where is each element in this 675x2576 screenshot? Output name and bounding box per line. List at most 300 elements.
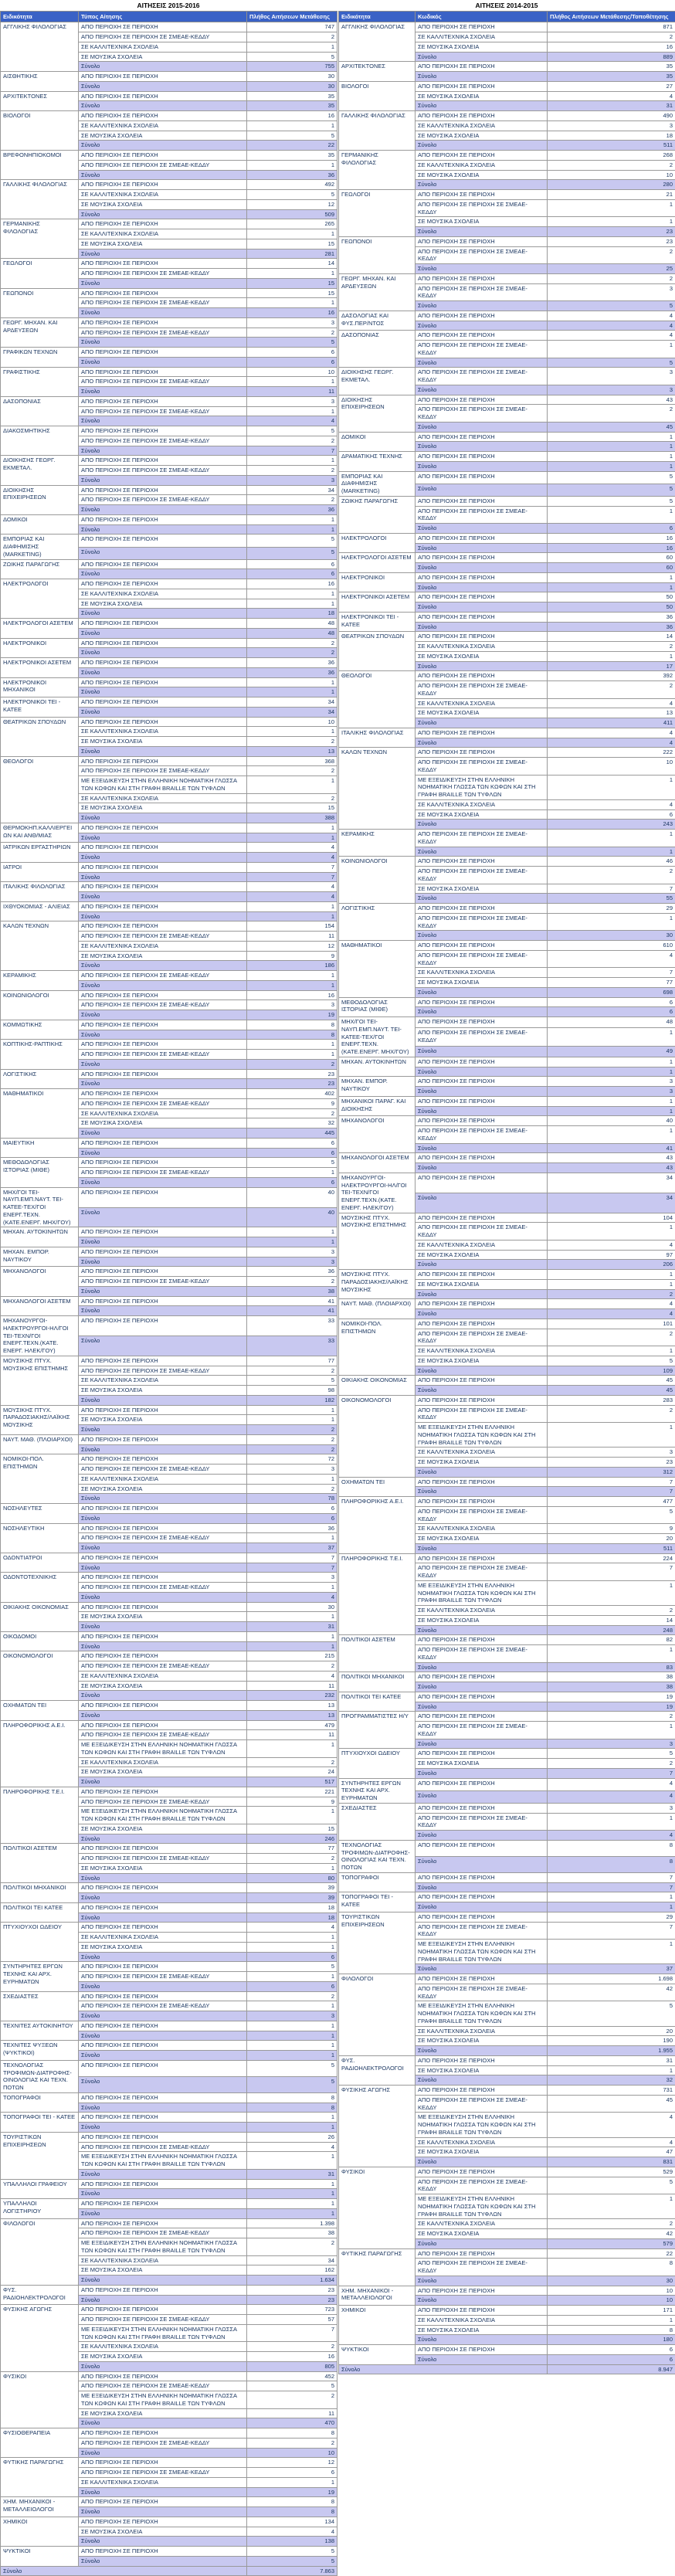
count-cell: 21 bbox=[548, 190, 675, 200]
table-row bbox=[339, 830, 675, 847]
group-total-label: Σύνολο bbox=[79, 2295, 247, 2305]
table-row bbox=[339, 857, 675, 867]
count-cell: 747 bbox=[247, 22, 338, 32]
count-cell: 1 bbox=[247, 776, 338, 794]
group-total-value: 35 bbox=[247, 101, 338, 111]
group-total-value: 40 bbox=[247, 1207, 338, 1227]
count-cell: 2 bbox=[548, 273, 675, 283]
application-type-cell: ΣΕ ΚΑΛΛΙΤΕΧΝΙΚΑ ΣΧΟΛΕΙΑ bbox=[416, 2137, 548, 2147]
count-cell: 20 bbox=[548, 1534, 675, 1544]
count-cell: 10 bbox=[548, 2286, 675, 2296]
application-type-cell: ΑΠΟ ΠΕΡΙΟΧΗ ΣΕ ΠΕΡΙΟΧΗ bbox=[79, 426, 247, 436]
application-type-cell: ΑΠΟ ΠΕΡΙΟΧΗ ΣΕ ΠΕΡΙΟΧΗ ΣΕ ΣΜΕΑΕ-ΚΕΔΔΥ bbox=[416, 2177, 548, 2194]
group-total-label: Σύνολο bbox=[79, 1691, 247, 1701]
specialty-cell: ΛΟΓΙΣΤΙΚΗΣ bbox=[1, 1069, 79, 1089]
group-total-label: Σύνολο bbox=[79, 2418, 247, 2428]
table-row bbox=[339, 1749, 675, 1759]
group-total-label: Σύνολο bbox=[79, 1237, 247, 1247]
application-type-cell: ΑΠΟ ΠΕΡΙΟΧΗ ΣΕ ΠΕΡΙΟΧΗ bbox=[416, 395, 548, 405]
group-total-value: 8 bbox=[247, 2103, 338, 2113]
count-cell: 610 bbox=[548, 941, 675, 951]
group-total-label: Σύνολο bbox=[79, 980, 247, 990]
group-total-value: 206 bbox=[548, 1260, 675, 1270]
group-total-label: Σύνολο bbox=[416, 1964, 548, 1974]
application-type-cell: ΑΠΟ ΠΕΡΙΟΧΗ ΣΕ ΠΕΡΙΟΧΗ ΣΕ ΣΜΕΑΕ-ΚΕΔΔΥ bbox=[79, 1661, 247, 1672]
table-row bbox=[1, 2179, 338, 2189]
specialty-cell: ΝΑΥΤ. ΜΑΘ. (ΠΛΟΙΑΡΧΟΙ) bbox=[1, 1434, 79, 1454]
table-row bbox=[1, 348, 338, 358]
application-type-cell: ΑΠΟ ΠΕΡΙΟΧΗ ΣΕ ΠΕΡΙΟΧΗ bbox=[79, 756, 247, 766]
specialty-cell: ΝΑΥΤ. ΜΑΘ. (ΠΛΟΙΑΡΧΟΙ) bbox=[339, 1299, 416, 1319]
specialty-cell: ΤΟΠΟΓΡΑΦΟΙ ΤΕΙ - ΚΑΤΕΕ bbox=[1, 2113, 79, 2133]
application-type-cell: ΣΕ ΜΟΥΣΙΚΑ ΣΧΟΛΕΙΑ bbox=[416, 2036, 548, 2046]
group-total-value: 1 bbox=[548, 847, 675, 857]
count-cell: 45 bbox=[548, 1376, 675, 1386]
specialty-cell: ΤΟΥΡΙΣΤΙΚΩΝ ΕΠΙΧΕΙΡΗΣΕΩΝ bbox=[1, 2132, 79, 2179]
group-total-value: 1 bbox=[247, 833, 338, 843]
specialty-cell: ΟΙΚΙΑΚΗΣ ΟΙΚΟΝΟΜΙΑΣ bbox=[339, 1376, 416, 1396]
count-cell: 731 bbox=[548, 2086, 675, 2096]
count-cell: 1 bbox=[548, 1096, 675, 1106]
application-type-cell: ΣΕ ΜΟΥΣΙΚΑ ΣΧΟΛΕΙΑ bbox=[79, 199, 247, 209]
application-type-cell: ΑΠΟ ΠΕΡΙΟΧΗ ΣΕ ΠΕΡΙΟΧΗ ΣΕ ΣΜΕΑΕ-ΚΕΔΔΥ bbox=[79, 2438, 247, 2448]
specialty-cell: ΙΑΤΡΟΙ bbox=[1, 862, 79, 882]
count-cell: 22 bbox=[548, 2248, 675, 2259]
group-total-value: 6 bbox=[247, 1513, 338, 1523]
column-header-application-type: Τύπος Αίτησης bbox=[79, 12, 247, 22]
group-total-value: 23 bbox=[548, 227, 675, 237]
group-total-label: Σύνολο bbox=[416, 1143, 548, 1153]
specialty-cell: ΧΗΜΙΚΟΙ bbox=[339, 2306, 416, 2345]
count-cell: 13 bbox=[247, 1701, 338, 1711]
application-type-cell: ΑΠΟ ΠΕΡΙΟΧΗ ΣΕ ΠΕΡΙΟΧΗ bbox=[416, 1840, 548, 1856]
count-cell: 452 bbox=[247, 2371, 338, 2381]
application-type-cell: ΑΠΟ ΠΕΡΙΟΧΗ ΣΕ ΠΕΡΙΟΧΗ bbox=[79, 367, 247, 377]
group-total-value: 3 bbox=[548, 385, 675, 395]
application-type-cell: ΣΕ ΚΑΛΛΙΤΕΧΝΙΚΑ ΣΧΟΛΕΙΑ bbox=[79, 1474, 247, 1484]
application-type-cell: ΑΠΟ ΠΕΡΙΟΧΗ ΣΕ ΠΕΡΙΟΧΗ bbox=[79, 1089, 247, 1099]
count-cell: 5 bbox=[247, 1158, 338, 1168]
group-total-value: 1 bbox=[247, 524, 338, 535]
application-type-cell: ΣΕ ΚΑΛΛΙΤΕΧΝΙΚΑ ΣΧΟΛΕΙΑ bbox=[79, 2342, 247, 2352]
count-cell: 5 bbox=[247, 1962, 338, 1972]
table-row bbox=[1, 843, 338, 853]
table-row bbox=[1, 2060, 338, 2076]
count-cell: 1 bbox=[247, 1227, 338, 1237]
application-type-cell: ΑΠΟ ΠΕΡΙΟΧΗ ΣΕ ΠΕΡΙΟΧΗ bbox=[79, 22, 247, 32]
group-total-value: 4 bbox=[548, 1831, 675, 1841]
table-row bbox=[339, 1116, 675, 1126]
count-cell: 2 bbox=[247, 1434, 338, 1444]
application-type-cell: ΑΠΟ ΠΕΡΙΟΧΗ ΣΕ ΠΕΡΙΟΧΗ bbox=[79, 485, 247, 495]
count-cell: 1 bbox=[247, 1050, 338, 1060]
group-total-label: Σύνολο bbox=[79, 1257, 247, 1267]
table-row bbox=[1, 1454, 338, 1464]
application-type-cell: ΑΠΟ ΠΕΡΙΟΧΗ ΣΕ ΠΕΡΙΟΧΗ ΣΕ ΣΜΕΑΕ-ΚΕΔΔΥ bbox=[79, 1098, 247, 1108]
count-cell: 7 bbox=[548, 1922, 675, 1940]
group-total-label: Σύνολο bbox=[416, 1386, 548, 1396]
application-type-cell: ΑΠΟ ΠΕΡΙΟΧΗ ΣΕ ΠΕΡΙΟΧΗ ΣΕ ΣΜΕΑΕ-ΚΕΔΔΥ bbox=[79, 466, 247, 476]
application-type-cell: ΑΠΟ ΠΕΡΙΟΧΗ ΣΕ ΠΕΡΙΟΧΗ bbox=[416, 111, 548, 121]
application-type-cell: ΣΕ ΜΟΥΣΙΚΑ ΣΧΟΛΕΙΑ bbox=[416, 978, 548, 988]
group-total-value: 78 bbox=[247, 1494, 338, 1504]
application-type-cell: ΣΕ ΜΟΥΣΙΚΑ ΣΧΟΛΕΙΑ bbox=[79, 1415, 247, 1425]
table-row bbox=[1, 485, 338, 495]
application-type-cell: ΑΠΟ ΠΕΡΙΟΧΗ ΣΕ ΠΕΡΙΟΧΗ bbox=[416, 671, 548, 681]
group-total-label: Σύνολο bbox=[416, 1902, 548, 1912]
group-total-label: Σύνολο bbox=[416, 1047, 548, 1057]
group-total-value: 83 bbox=[548, 1662, 675, 1672]
group-total-label: Σύνολο bbox=[416, 1007, 548, 1017]
application-type-cell: ΣΕ ΜΟΥΣΙΚΑ ΣΧΟΛΕΙΑ bbox=[416, 1615, 548, 1625]
table-row bbox=[339, 1213, 675, 1223]
application-type-cell: ΣΕ ΜΟΥΣΙΚΑ ΣΧΟΛΕΙΑ bbox=[416, 1356, 548, 1366]
count-cell: 1 bbox=[247, 2179, 338, 2189]
count-cell: 11 bbox=[247, 2408, 338, 2418]
application-type-cell: ΑΠΟ ΠΕΡΙΟΧΗ ΣΕ ΠΕΡΙΟΧΗ bbox=[79, 1267, 247, 1277]
specialty-cell: ΗΛΕΚΤΡΟΛΟΓΟΙ bbox=[339, 533, 416, 553]
application-type-cell: ΑΠΟ ΠΕΡΙΟΧΗ ΣΕ ΠΕΡΙΟΧΗ bbox=[79, 901, 247, 911]
count-cell: 1 bbox=[247, 901, 338, 911]
application-type-cell: ΑΠΟ ΠΕΡΙΟΧΗ ΣΕ ΠΕΡΙΟΧΗ bbox=[79, 559, 247, 569]
group-total-value: 180 bbox=[548, 2335, 675, 2345]
group-total-value: 43 bbox=[548, 1163, 675, 1173]
count-cell: 3 bbox=[247, 317, 338, 328]
application-type-cell: ΑΠΟ ΠΕΡΙΟΧΗ ΣΕ ΠΕΡΙΟΧΗ ΣΕ ΣΜΕΑΕ-ΚΕΔΔΥ bbox=[416, 405, 548, 423]
table-row bbox=[1, 91, 338, 101]
application-type-cell: ΜΕ ΕΞΕΙΔΙΚΕΥΣΗ ΣΤΗΝ ΕΛΛΗΝΙΚΗ ΝΟΗΜΑΤΙΚΗ ΓΛΩΣΣΑ ΤΩΝ ΚΩΦΩΝ ΚΑΙ ΣΤΗ ΓΡΑΦΗ BRAILLE ΤΩΝ ΤΥΦΛΩΝ bbox=[416, 2194, 548, 2219]
count-cell: 5 bbox=[247, 426, 338, 436]
group-total-label: Σύνολο bbox=[416, 524, 548, 534]
group-total-value: 49 bbox=[548, 1047, 675, 1057]
count-cell: 4 bbox=[548, 1240, 675, 1250]
group-total-value: 37 bbox=[247, 1543, 338, 1553]
application-type-cell: ΑΠΟ ΠΕΡΙΟΧΗ ΣΕ ΠΕΡΙΟΧΗ ΣΕ ΣΜΕΑΕ-ΚΕΔΔΥ bbox=[416, 1027, 548, 1046]
application-type-cell: ΑΠΟ ΠΕΡΙΟΧΗ ΣΕ ΠΕΡΙΟΧΗ ΣΕ ΣΜΕΑΕ-ΚΕΔΔΥ bbox=[416, 1563, 548, 1581]
specialty-cell: ΔΟΜΙΚΟΙ bbox=[339, 432, 416, 452]
application-type-cell: ΑΠΟ ΠΕΡΙΟΧΗ ΣΕ ΠΕΡΙΟΧΗ ΣΕ ΣΜΕΑΕ-ΚΕΔΔΥ bbox=[416, 1405, 548, 1423]
count-cell: 2 bbox=[548, 1405, 675, 1423]
table-row bbox=[1, 151, 338, 161]
specialty-cell: ΜΕΘΟΔΟΛΟΓΙΑΣ ΙΣΤΟΡΙΑΣ (ΜΙΘΕ) bbox=[339, 997, 416, 1017]
group-total-label: Σύνολο bbox=[79, 1177, 247, 1187]
table-row bbox=[1, 111, 338, 121]
group-total-label: Σύνολο bbox=[416, 1487, 548, 1497]
count-cell: 4 bbox=[548, 950, 675, 968]
group-total-value: 1 bbox=[548, 582, 675, 592]
table-row bbox=[1, 1227, 338, 1237]
group-total-label: Σύνολο bbox=[416, 847, 548, 857]
count-cell: 162 bbox=[247, 2265, 338, 2276]
group-total-label: Σύνολο bbox=[79, 872, 247, 882]
table-row bbox=[1, 396, 338, 406]
group-total-label: Σύνολο bbox=[79, 524, 247, 535]
count-cell: 2 bbox=[548, 2219, 675, 2229]
group-total-value: 280 bbox=[548, 180, 675, 190]
group-total-label: Σύνολο bbox=[79, 1336, 247, 1356]
application-type-cell: ΑΠΟ ΠΕΡΙΟΧΗ ΣΕ ΠΕΡΙΟΧΗ ΣΕ ΣΜΕΑΕ-ΚΕΔΔΥ bbox=[79, 1533, 247, 1543]
count-cell: 40 bbox=[548, 1116, 675, 1126]
count-cell: 2 bbox=[247, 638, 338, 648]
count-cell: 7 bbox=[548, 884, 675, 894]
application-type-cell: ΣΕ ΚΑΛΛΙΤΕΧΝΙΚΑ ΣΧΟΛΕΙΑ bbox=[416, 1240, 548, 1250]
group-total-label: Σύνολο bbox=[79, 1622, 247, 1632]
count-cell: 1 bbox=[247, 1583, 338, 1593]
table-title-2014-2015: ΑΙΤΗΣΕΙΣ 2014-2015 bbox=[338, 0, 675, 11]
count-cell: 871 bbox=[548, 22, 675, 32]
count-cell: 1 bbox=[247, 1415, 338, 1425]
table-row bbox=[339, 1270, 675, 1280]
count-cell: 2 bbox=[247, 1108, 338, 1118]
group-total-value: 5 bbox=[247, 2076, 338, 2092]
table-row bbox=[1, 2199, 338, 2209]
count-cell: 8 bbox=[247, 1020, 338, 1030]
application-type-cell: ΑΠΟ ΠΕΡΙΟΧΗ ΣΕ ΠΕΡΙΟΧΗ bbox=[79, 2132, 247, 2142]
count-cell: 1 bbox=[247, 1972, 338, 1982]
count-cell: 11 bbox=[247, 1730, 338, 1740]
count-cell: 2 bbox=[247, 2238, 338, 2256]
table-row bbox=[339, 496, 675, 506]
group-total-value: 37 bbox=[548, 1964, 675, 1974]
group-total-label: Σύνολο bbox=[79, 2031, 247, 2041]
application-type-cell: ΣΕ ΚΑΛΛΙΤΕΧΝΙΚΑ ΣΧΟΛΕΙΑ bbox=[416, 1524, 548, 1534]
specialty-cell: ΜΗΧΑΝΙΚΟΙ ΠΑΡΑΓ. ΚΑΙ ΔΙΟΙΚΗΣΗΣ bbox=[339, 1096, 416, 1116]
group-total-label: Σύνολο bbox=[416, 461, 548, 471]
count-cell: 7 bbox=[548, 1563, 675, 1581]
count-cell: 10 bbox=[247, 367, 338, 377]
table-row bbox=[339, 1299, 675, 1309]
application-type-cell: ΑΠΟ ΠΕΡΙΟΧΗ ΣΕ ΠΕΡΙΟΧΗ bbox=[79, 1040, 247, 1050]
count-cell: 34 bbox=[247, 697, 338, 708]
application-type-cell: ΑΠΟ ΠΕΡΙΟΧΗ ΣΕ ΠΕΡΙΟΧΗ ΣΕ ΣΜΕΑΕ-ΚΕΔΔΥ bbox=[416, 199, 548, 217]
application-type-cell: ΣΕ ΜΟΥΣΙΚΑ ΣΧΟΛΕΙΑ bbox=[79, 2265, 247, 2276]
group-total-value: 8 bbox=[247, 1030, 338, 1040]
group-total-label: Σύνολο bbox=[79, 547, 247, 559]
specialty-cell: ΙΤΑΛΙΚΗΣ ΦΙΛΟΛΟΓΙΑΣ bbox=[339, 728, 416, 748]
count-cell: 224 bbox=[548, 1553, 675, 1563]
count-cell: 24 bbox=[247, 1767, 338, 1777]
group-total-label: Σύνολο bbox=[79, 2169, 247, 2179]
application-type-cell: ΣΕ ΚΑΛΛΙΤΕΧΝΙΚΑ ΣΧΟΛΕΙΑ bbox=[79, 190, 247, 200]
application-type-cell: ΑΠΟ ΠΕΡΙΟΧΗ ΣΕ ΠΕΡΙΟΧΗ bbox=[416, 273, 548, 283]
group-total-value: 19 bbox=[247, 2487, 338, 2497]
table-row bbox=[1, 756, 338, 766]
table-row bbox=[339, 22, 675, 32]
table-row bbox=[339, 1635, 675, 1645]
count-cell: 10 bbox=[548, 170, 675, 180]
specialty-cell: ΜΟΥΣΙΚΗΣ ΠΤΥΧ. ΠΑΡΑΔΟΣΙΑΚΗΣ/ΛΑΪΚΗΣ ΜΟΥΣΙΚΗΣ bbox=[1, 1405, 79, 1434]
group-total-value: 1 bbox=[548, 1106, 675, 1116]
count-cell: 1 bbox=[247, 377, 338, 387]
group-total-value: 805 bbox=[247, 2361, 338, 2371]
table-row bbox=[339, 592, 675, 602]
count-cell: 1 bbox=[247, 2477, 338, 2487]
group-total-value: 1 bbox=[247, 1641, 338, 1651]
group-total-value: 7 bbox=[548, 1487, 675, 1497]
group-total-value: 6 bbox=[548, 2354, 675, 2364]
application-type-cell: ΑΠΟ ΠΕΡΙΟΧΗ ΣΕ ΠΕΡΙΟΧΗ bbox=[79, 1701, 247, 1711]
table-row bbox=[1, 1962, 338, 1972]
group-total-value: 8 bbox=[247, 2507, 338, 2517]
count-cell: 1 bbox=[247, 599, 338, 609]
application-type-cell: ΑΠΟ ΠΕΡΙΟΧΗ ΣΕ ΠΕΡΙΟΧΗ bbox=[79, 843, 247, 853]
specialty-cell: ΓΕΩΡΓ. ΜΗΧΑΝ. ΚΑΙ ΑΡΔΕΥΣΕΩΝ bbox=[1, 317, 79, 347]
specialty-cell: ΦΥΣΙΚΗΣ ΑΓΩΓΗΣ bbox=[1, 2305, 79, 2371]
table-row bbox=[1, 288, 338, 298]
application-type-cell: ΣΕ ΚΑΛΛΙΤΕΧΝΙΚΑ ΣΧΟΛΕΙΑ bbox=[416, 698, 548, 708]
specialty-cell: ΗΛΕΚΤΡΟΝΙΚΟΙ ΜΗΧΑΝΙΚΟΙ bbox=[1, 677, 79, 697]
application-type-cell: ΑΠΟ ΠΕΡΙΟΧΗ ΣΕ ΠΕΡΙΟΧΗ bbox=[79, 317, 247, 328]
count-cell: 221 bbox=[247, 1787, 338, 1797]
application-type-cell: ΑΠΟ ΠΕΡΙΟΧΗ ΣΕ ΠΕΡΙΟΧΗ bbox=[79, 2199, 247, 2209]
group-total-value: 22 bbox=[247, 141, 338, 151]
count-cell: 98 bbox=[247, 1386, 338, 1396]
count-cell: 4 bbox=[548, 91, 675, 101]
table-row bbox=[339, 1153, 675, 1163]
group-total-label: Σύνολο bbox=[79, 667, 247, 677]
application-type-cell: ΑΠΟ ΠΕΡΙΟΧΗ ΣΕ ΠΕΡΙΟΧΗ bbox=[416, 1319, 548, 1329]
application-type-cell: ΑΠΟ ΠΕΡΙΟΧΗ ΣΕ ΠΕΡΙΟΧΗ ΣΕ ΣΜΕΑΕ-ΚΕΔΔΥ bbox=[416, 681, 548, 699]
group-total-value: 45 bbox=[548, 422, 675, 432]
group-total-label: Σύνολο bbox=[416, 1702, 548, 1712]
specialty-cell: ΠΟΛΙΤΙΚΟΙ ΤΕΙ ΚΑΤΕΕ bbox=[1, 1902, 79, 1923]
group-total-label: Σύνολο bbox=[79, 1981, 247, 1991]
specialty-cell: ΟΧΗΜΑΤΩΝ ΤΕΙ bbox=[1, 1701, 79, 1721]
specialty-cell: ΟΔΟΝΤΟΤΕΧΝΙΚΗΣ bbox=[1, 1573, 79, 1602]
table-row bbox=[339, 311, 675, 321]
specialty-cell: ΗΛΕΚΤΡΟΝΙΚΟΙ ΤΕΙ - ΚΑΤΕΕ bbox=[339, 612, 416, 632]
applications-table-2015-2016 bbox=[0, 11, 338, 2576]
application-type-cell: ΑΠΟ ΠΕΡΙΟΧΗ ΣΕ ΠΕΡΙΟΧΗ bbox=[79, 882, 247, 892]
table-row bbox=[339, 62, 675, 72]
count-cell: 1 bbox=[247, 1942, 338, 1952]
application-type-cell: ΣΕ ΚΑΛΛΙΤΕΧΝΙΚΑ ΣΧΟΛΕΙΑ bbox=[416, 1346, 548, 1356]
grand-total-value: 7.863 bbox=[247, 2566, 338, 2576]
application-type-cell: ΑΠΟ ΠΕΡΙΟΧΗ ΣΕ ΠΕΡΙΟΧΗ bbox=[79, 1573, 247, 1583]
count-cell: 5 bbox=[548, 2001, 675, 2026]
group-total-label: Σύνολο bbox=[416, 2335, 548, 2345]
specialty-cell: ΠΤΥΧΙΟΥΧΟΙ ΩΔΕΙΟΥ bbox=[339, 1749, 416, 1778]
table-row bbox=[1, 1504, 338, 1514]
application-type-cell: ΑΠΟ ΠΕΡΙΟΧΗ ΣΕ ΠΕΡΙΟΧΗ bbox=[79, 514, 247, 524]
application-type-cell: ΑΠΟ ΠΕΡΙΟΧΗ ΣΕ ΠΕΡΙΟΧΗ ΣΕ ΣΜΕΑΕ-ΚΕΔΔΥ bbox=[79, 328, 247, 338]
application-type-cell: ΣΕ ΜΟΥΣΙΚΑ ΣΧΟΛΕΙΑ bbox=[79, 599, 247, 609]
count-cell: 9 bbox=[247, 1797, 338, 1807]
count-cell: 6 bbox=[247, 348, 338, 358]
application-type-cell: ΑΠΟ ΠΕΡΙΟΧΗ ΣΕ ΠΕΡΙΟΧΗ bbox=[416, 1712, 548, 1722]
count-cell: 2 bbox=[247, 1277, 338, 1287]
application-type-cell: ΑΠΟ ΠΕΡΙΟΧΗ ΣΕ ΠΕΡΙΟΧΗ ΣΕ ΣΜΕΑΕ-ΚΕΔΔΥ bbox=[79, 1972, 247, 1982]
application-type-cell: ΜΕ ΕΞΕΙΔΙΚΕΥΣΗ ΣΤΗΝ ΕΛΛΗΝΙΚΗ ΝΟΗΜΑΤΙΚΗ ΓΛΩΣΣΑ ΤΩΝ ΚΩΦΩΝ ΚΑΙ ΣΤΗ ΓΡΑΦΗ BRAILLE ΤΩΝ ΤΥΦΛΩΝ bbox=[416, 1940, 548, 1964]
group-total-label: Σύνολο bbox=[416, 1289, 548, 1299]
count-cell: 72 bbox=[247, 1454, 338, 1464]
group-total-value: 80 bbox=[247, 1873, 338, 1883]
count-cell: 7 bbox=[548, 1872, 675, 1882]
group-total-label: Σύνολο bbox=[79, 892, 247, 902]
application-type-cell: ΑΠΟ ΠΕΡΙΟΧΗ ΣΕ ΠΕΡΙΟΧΗ bbox=[79, 697, 247, 708]
count-cell: 1 bbox=[247, 2021, 338, 2031]
application-type-cell: ΑΠΟ ΠΕΡΙΟΧΗ ΣΕ ΠΕΡΙΟΧΗ bbox=[416, 1376, 548, 1386]
application-type-cell: ΣΕ ΚΑΛΛΙΤΕΧΝΙΚΑ ΣΧΟΛΕΙΑ bbox=[416, 642, 548, 652]
group-total-value: 1 bbox=[247, 2031, 338, 2041]
group-total-value: 35 bbox=[548, 72, 675, 82]
specialty-cell: ΚΟΜΜΩΤΙΚΗΣ bbox=[1, 1020, 79, 1040]
table-row bbox=[1, 1651, 338, 1661]
specialty-cell: ΜΟΥΣΙΚΗΣ ΠΤΥΧ. ΜΟΥΣΙΚΗΣ ΕΠΙΣΤΗΜΗΣ bbox=[339, 1213, 416, 1270]
group-total-value: 6 bbox=[548, 1007, 675, 1017]
application-type-cell: ΑΠΟ ΠΕΡΙΟΧΗ ΣΕ ΠΕΡΙΟΧΗ bbox=[79, 2092, 247, 2103]
table-row bbox=[1, 1701, 338, 1711]
count-cell: 2 bbox=[548, 1712, 675, 1722]
application-type-cell: ΑΠΟ ΠΕΡΙΟΧΗ ΣΕ ΠΕΡΙΟΧΗ bbox=[416, 572, 548, 582]
specialty-cell: ΦΥΣ. ΡΑΔΙΟΗΛΕΚΤΡΟΛΟΓΟΙ bbox=[339, 2055, 416, 2085]
group-total-label: Σύνολο bbox=[79, 569, 247, 579]
specialty-cell: ΗΛΕΚΤΡΟΛΟΓΟΙ ΑΣΕΤΕΜ bbox=[339, 553, 416, 573]
table-row bbox=[1, 219, 338, 229]
group-total-value: 1 bbox=[247, 1237, 338, 1247]
group-total-value: 6 bbox=[548, 524, 675, 534]
application-type-cell: ΑΠΟ ΠΕΡΙΟΧΗ ΣΕ ΠΕΡΙΟΧΗ bbox=[416, 1672, 548, 1682]
count-cell: 6 bbox=[548, 997, 675, 1007]
application-type-cell: ΑΠΟ ΠΕΡΙΟΧΗ ΣΕ ΠΕΡΙΟΧΗ bbox=[416, 1692, 548, 1702]
specialty-cell: ΧΗΜ. ΜΗΧΑΝΙΚΟΙ - ΜΕΤΑΛΛΕΙΟΛΟΓΟΙ bbox=[339, 2286, 416, 2306]
table-row bbox=[339, 553, 675, 563]
group-total-label: Σύνολο bbox=[416, 602, 548, 613]
count-cell: 4 bbox=[548, 728, 675, 738]
count-cell: 2 bbox=[247, 2342, 338, 2352]
specialty-cell: ΔΙΟΙΚΗΣΗΣ ΓΕΩΡΓ. ΕΚΜΕΤΑΛ. bbox=[339, 368, 416, 395]
application-type-cell: ΣΕ ΜΟΥΣΙΚΑ ΣΧΟΛΕΙΑ bbox=[416, 91, 548, 101]
group-total-label: Σύνολο bbox=[416, 2296, 548, 2306]
count-cell: 5 bbox=[247, 190, 338, 200]
count-cell: 1 bbox=[548, 432, 675, 442]
group-total-label: Σύνολο bbox=[416, 820, 548, 830]
count-cell: 4 bbox=[247, 1923, 338, 1933]
application-type-cell: ΑΠΟ ΠΕΡΙΟΧΗ ΣΕ ΠΕΡΙΟΧΗ bbox=[416, 1912, 548, 1922]
group-total-label: Σύνολο bbox=[416, 1768, 548, 1778]
count-cell: 5 bbox=[247, 2060, 338, 2076]
application-type-cell: ΑΠΟ ΠΕΡΙΟΧΗ ΣΕ ΠΕΡΙΟΧΗ bbox=[79, 1720, 247, 1730]
table-row bbox=[1, 1720, 338, 1730]
specialty-cell: ΓΕΩΠΟΝΟΙ bbox=[339, 236, 416, 273]
group-total-value: 30 bbox=[247, 81, 338, 91]
table-row bbox=[339, 1395, 675, 1405]
application-type-cell: ΑΠΟ ΠΕΡΙΟΧΗ ΣΕ ΠΕΡΙΟΧΗ bbox=[79, 2113, 247, 2123]
specialty-cell: ΚΟΙΝΩΝΙΟΛΟΓΟΙ bbox=[1, 990, 79, 1020]
group-total-value: 60 bbox=[548, 563, 675, 573]
specialty-cell: ΜΗΧΑΝΟΥΡΓΟΙ-ΗΛΕΚΤΡΟΥΡΓΟΙ-ΗΛ/ΓΟΙ ΤΕΙ-ΤΕΧΝ/ΓΟΙ ΕΝΕΡΓ.ΤΕΧΝ.(ΚΑΤΕ. ΕΝΕΡΓ. ΗΛΕΚ/ΓΟΥ) bbox=[339, 1173, 416, 1213]
count-cell: 490 bbox=[548, 111, 675, 121]
group-total-label: Σύνολο bbox=[79, 2123, 247, 2133]
grand-total-value: 8.947 bbox=[548, 2364, 675, 2374]
application-type-cell: ΑΠΟ ΠΕΡΙΟΧΗ ΣΕ ΠΕΡΙΟΧΗ bbox=[416, 1116, 548, 1126]
count-cell: 2 bbox=[548, 1606, 675, 1616]
group-total-label: Σύνολο bbox=[416, 622, 548, 632]
group-total-value: 13 bbox=[247, 1710, 338, 1720]
group-total-label: Σύνολο bbox=[416, 1739, 548, 1749]
application-type-cell: ΑΠΟ ΠΕΡΙΟΧΗ ΣΕ ΠΕΡΙΟΧΗ bbox=[416, 2306, 548, 2316]
table-row bbox=[1, 1187, 338, 1207]
count-cell: 1 bbox=[247, 1740, 338, 1758]
count-cell: 38 bbox=[548, 1672, 675, 1682]
table-row bbox=[339, 395, 675, 405]
group-total-value: 10 bbox=[548, 2296, 675, 2306]
group-total-value: 1 bbox=[247, 2208, 338, 2218]
group-total-value: 23 bbox=[247, 2295, 338, 2305]
specialty-cell: ΒΡΕΦΟΝΗΠΙΟΚΟΜΟΙ bbox=[1, 151, 79, 180]
group-total-value: 6 bbox=[247, 1148, 338, 1158]
table-row bbox=[1, 2305, 338, 2315]
